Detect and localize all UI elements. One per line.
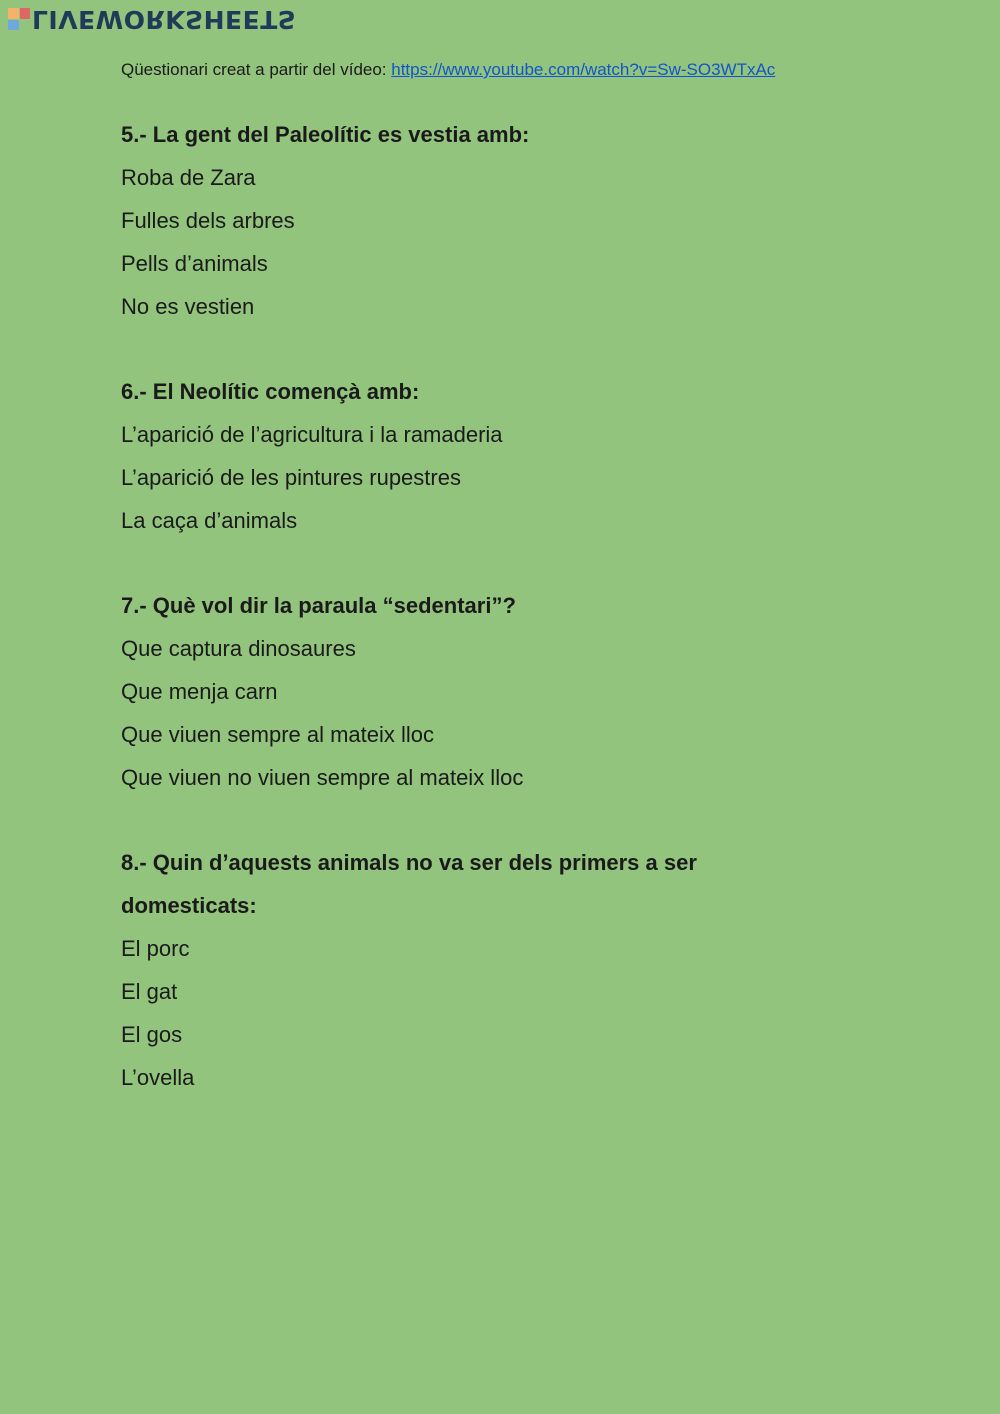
answer-option[interactable]: El gos: [121, 1022, 183, 1047]
logo-icon-square-1: [8, 8, 19, 19]
questionnaire: [121, 113, 821, 1141]
answer-option[interactable]: La caça d’animals: [121, 508, 298, 533]
answer-option[interactable]: El gat: [121, 979, 178, 1004]
answer-option[interactable]: No es vestien: [121, 294, 255, 319]
logo-icon: [8, 8, 30, 30]
logo-text: LIVEWORKSHEETS: [32, 4, 297, 34]
question-7: [121, 584, 821, 799]
answer-option[interactable]: L’aparició de les pintures rupestres: [121, 465, 461, 490]
answer-option[interactable]: Que captura dinosaures: [121, 636, 356, 661]
logo-icon-square-3: [8, 20, 19, 31]
video-link[interactable]: https://www.youtube.com/watch?v=Sw-SO3WTxAc: [391, 60, 776, 79]
question-6: [121, 370, 821, 542]
question-8: [121, 841, 821, 1099]
liveworksheets-logo: [8, 4, 296, 34]
question-5: [121, 113, 821, 328]
logo-icon-square-4: [20, 20, 31, 31]
question-title: 6.- El Neolític començà amb:: [121, 379, 420, 404]
question-title: 5.- La gent del Paleolític es vestia amb:: [121, 122, 530, 147]
intro-line: [121, 60, 775, 80]
answer-option[interactable]: Fulles dels arbres: [121, 208, 295, 233]
answer-option[interactable]: Pells d’animals: [121, 251, 268, 276]
answer-option[interactable]: Que menja carn: [121, 679, 278, 704]
intro-text: Qüestionari creat a partir del vídeo:: [121, 60, 392, 79]
answer-option[interactable]: L’aparició de l’agricultura i la ramaderia: [121, 422, 503, 447]
question-title: 8.- Quin d’aquests animals no va ser dels primers a ser domesticats:: [121, 850, 697, 918]
answer-option[interactable]: Que viuen sempre al mateix lloc: [121, 722, 435, 747]
answer-option[interactable]: Que viuen no viuen sempre al mateix lloc: [121, 765, 524, 790]
answer-option[interactable]: L’ovella: [121, 1065, 195, 1090]
question-title: 7.- Què vol dir la paraula “sedentari”?: [121, 593, 516, 618]
logo-icon-square-2: [20, 8, 31, 19]
answer-option[interactable]: El porc: [121, 936, 190, 961]
answer-option[interactable]: Roba de Zara: [121, 165, 256, 190]
